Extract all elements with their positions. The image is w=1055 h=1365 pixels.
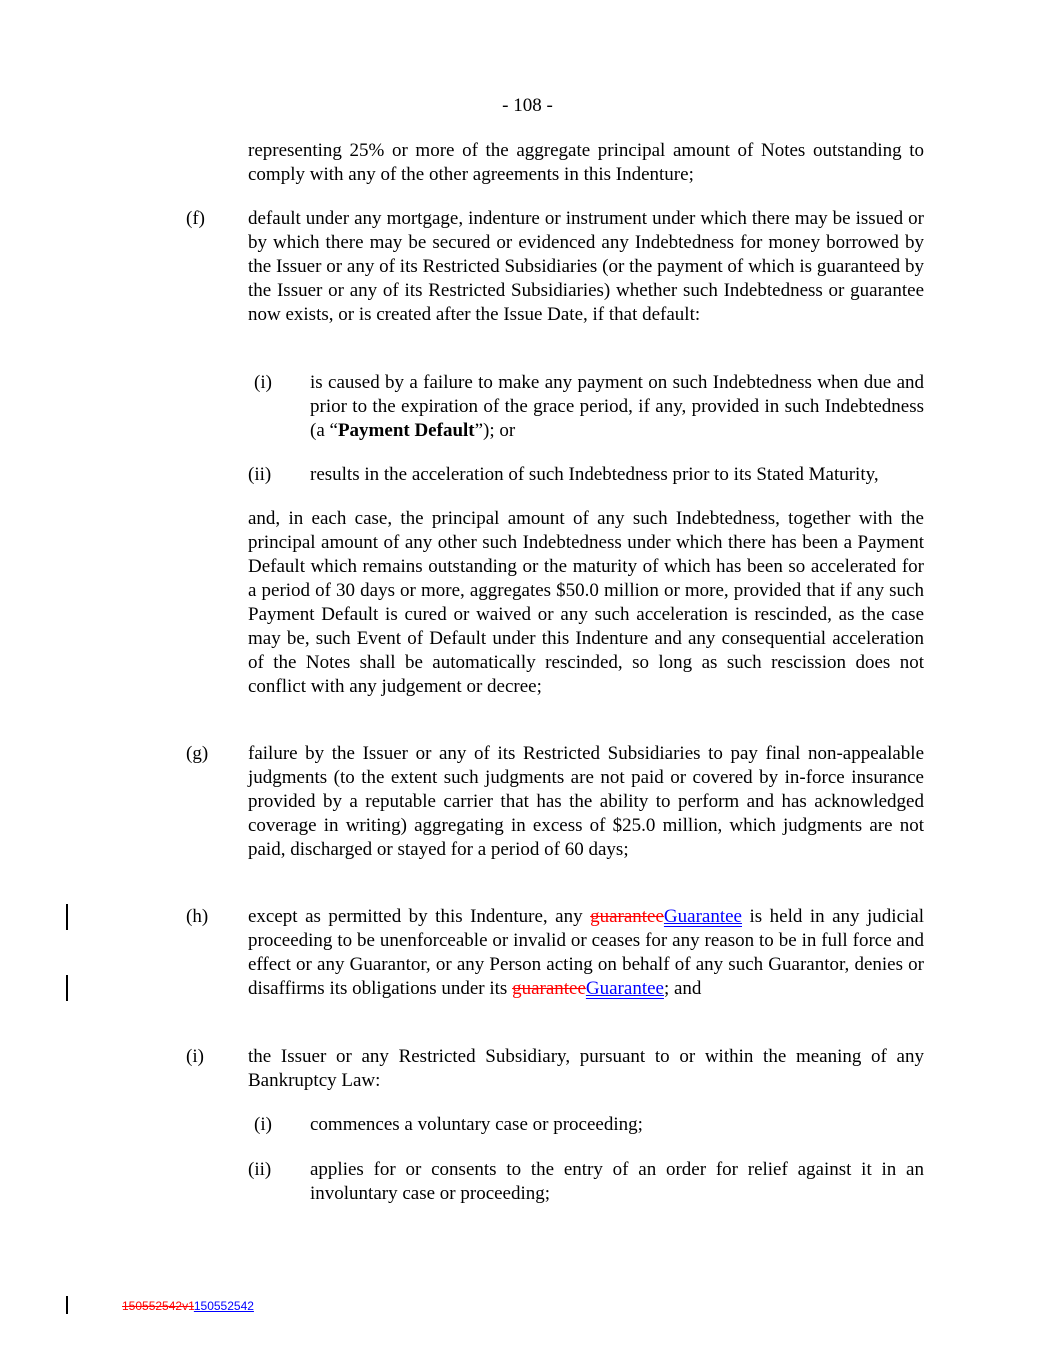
clause-g-text: failure by the Issuer or any of its Restricted Subsidiaries to pay final non-appealable judgments (to the extent such judgments are not paid or covered by in-force insurance provided by a reputable carrier that has the ability to perform and has acknowledged coverage in writing) aggregating in excess of $25.0 million, which judgments are not paid, discharged or stayed for a period of 60 days;	[248, 743, 924, 860]
inserted-text: Guarantee	[663, 906, 742, 927]
clause-f-text: default under any mortgage, indenture or instrument under which there may be issued or by which there may be secured or evidenced any Indebtedness for money borrowed by the Issuer or any of its Restricted Subsidiaries (or the payment of which is guaranteed by the Issuer or any of its Restricted Subsidiaries) whether such Indebtedness or guarantee now exists, or is created after the Issue Date, if that default:	[248, 208, 924, 325]
clause-f-i-text-after: ”); or	[474, 420, 516, 441]
clause-h-label: (h)	[186, 906, 209, 927]
deleted-text: guarantee	[590, 906, 664, 927]
clause-g-label: (g)	[186, 743, 209, 764]
clause-f-i-text-before: is caused by a failure to make any payment on such Indebtedness when due and prior to the expiration of the grace period, if any, provided in such Indebtedness (a “	[310, 372, 924, 441]
clause-f-label: (f)	[186, 208, 205, 229]
clause-i-label: (i)	[186, 1046, 204, 1067]
change-bar	[66, 975, 68, 1001]
continuation-paragraph: representing 25% or more of the aggregate principal amount of Notes outstanding to comply with any of the other agreements in this Indenture;	[248, 140, 924, 185]
clause-f-ii-label: (ii)	[248, 464, 272, 485]
clause-h-text	[248, 905, 924, 1001]
clause-h-text-3: ; and	[663, 978, 702, 999]
clause-f-tail: and, in each case, the principal amount of any such Indebtedness, together with the principal amount of any other such Indebtedness under which there has been a Payment Default which remains outstanding or the maturity of which has been so accelerated for a period of 30 days or more, aggregates $50.0 million or more, provided that if any such Payment Default is cured or waived or any such acceleration is rescinded, as the case may be, such Event of Default under this Indenture and any consequential acceleration of the Notes shall be automatically rescinded, so long as such rescission does not conflict with any judgement or decree;	[248, 508, 924, 697]
clause-f-ii-text: results in the acceleration of such Indebtedness prior to its Stated Maturity,	[310, 464, 879, 485]
clause-h-text-2: is held in any judicial proceeding to be unenforceable or invalid or ceases for any reason to be in full force and effect or any Guarantor, or any Person acting on behalf of any such Guarantor, denies or disaffirms its obligations under its	[248, 906, 925, 999]
clause-h-text-1: except as permitted by this Indenture, any	[248, 906, 591, 927]
inserted-text: Guarantee	[585, 978, 664, 999]
clause-f-i-label: (i)	[254, 372, 272, 393]
change-bar	[66, 904, 68, 930]
clause-f-i-text	[310, 371, 924, 443]
document-id-footer	[122, 1299, 254, 1313]
deleted-text: guarantee	[512, 978, 586, 999]
payment-default-term: Payment Default	[337, 420, 475, 441]
page-number: - 108 -	[502, 95, 553, 116]
clause-i-text: the Issuer or any Restricted Subsidiary, pursuant to or within the meaning of any Bankruptcy Law:	[248, 1046, 924, 1091]
inserted-document-id: 150552542	[193, 1299, 254, 1313]
clause-i-ii-text: applies for or consents to the entry of an order for relief against it in an involuntary case or proceeding;	[310, 1159, 924, 1204]
change-bar	[66, 1296, 68, 1314]
clause-i-i-label: (i)	[254, 1114, 272, 1135]
clause-i-ii-label: (ii)	[248, 1159, 272, 1180]
deleted-document-id: 150552542v1	[122, 1299, 194, 1313]
clause-i-i-text: commences a voluntary case or proceeding;	[310, 1114, 643, 1135]
